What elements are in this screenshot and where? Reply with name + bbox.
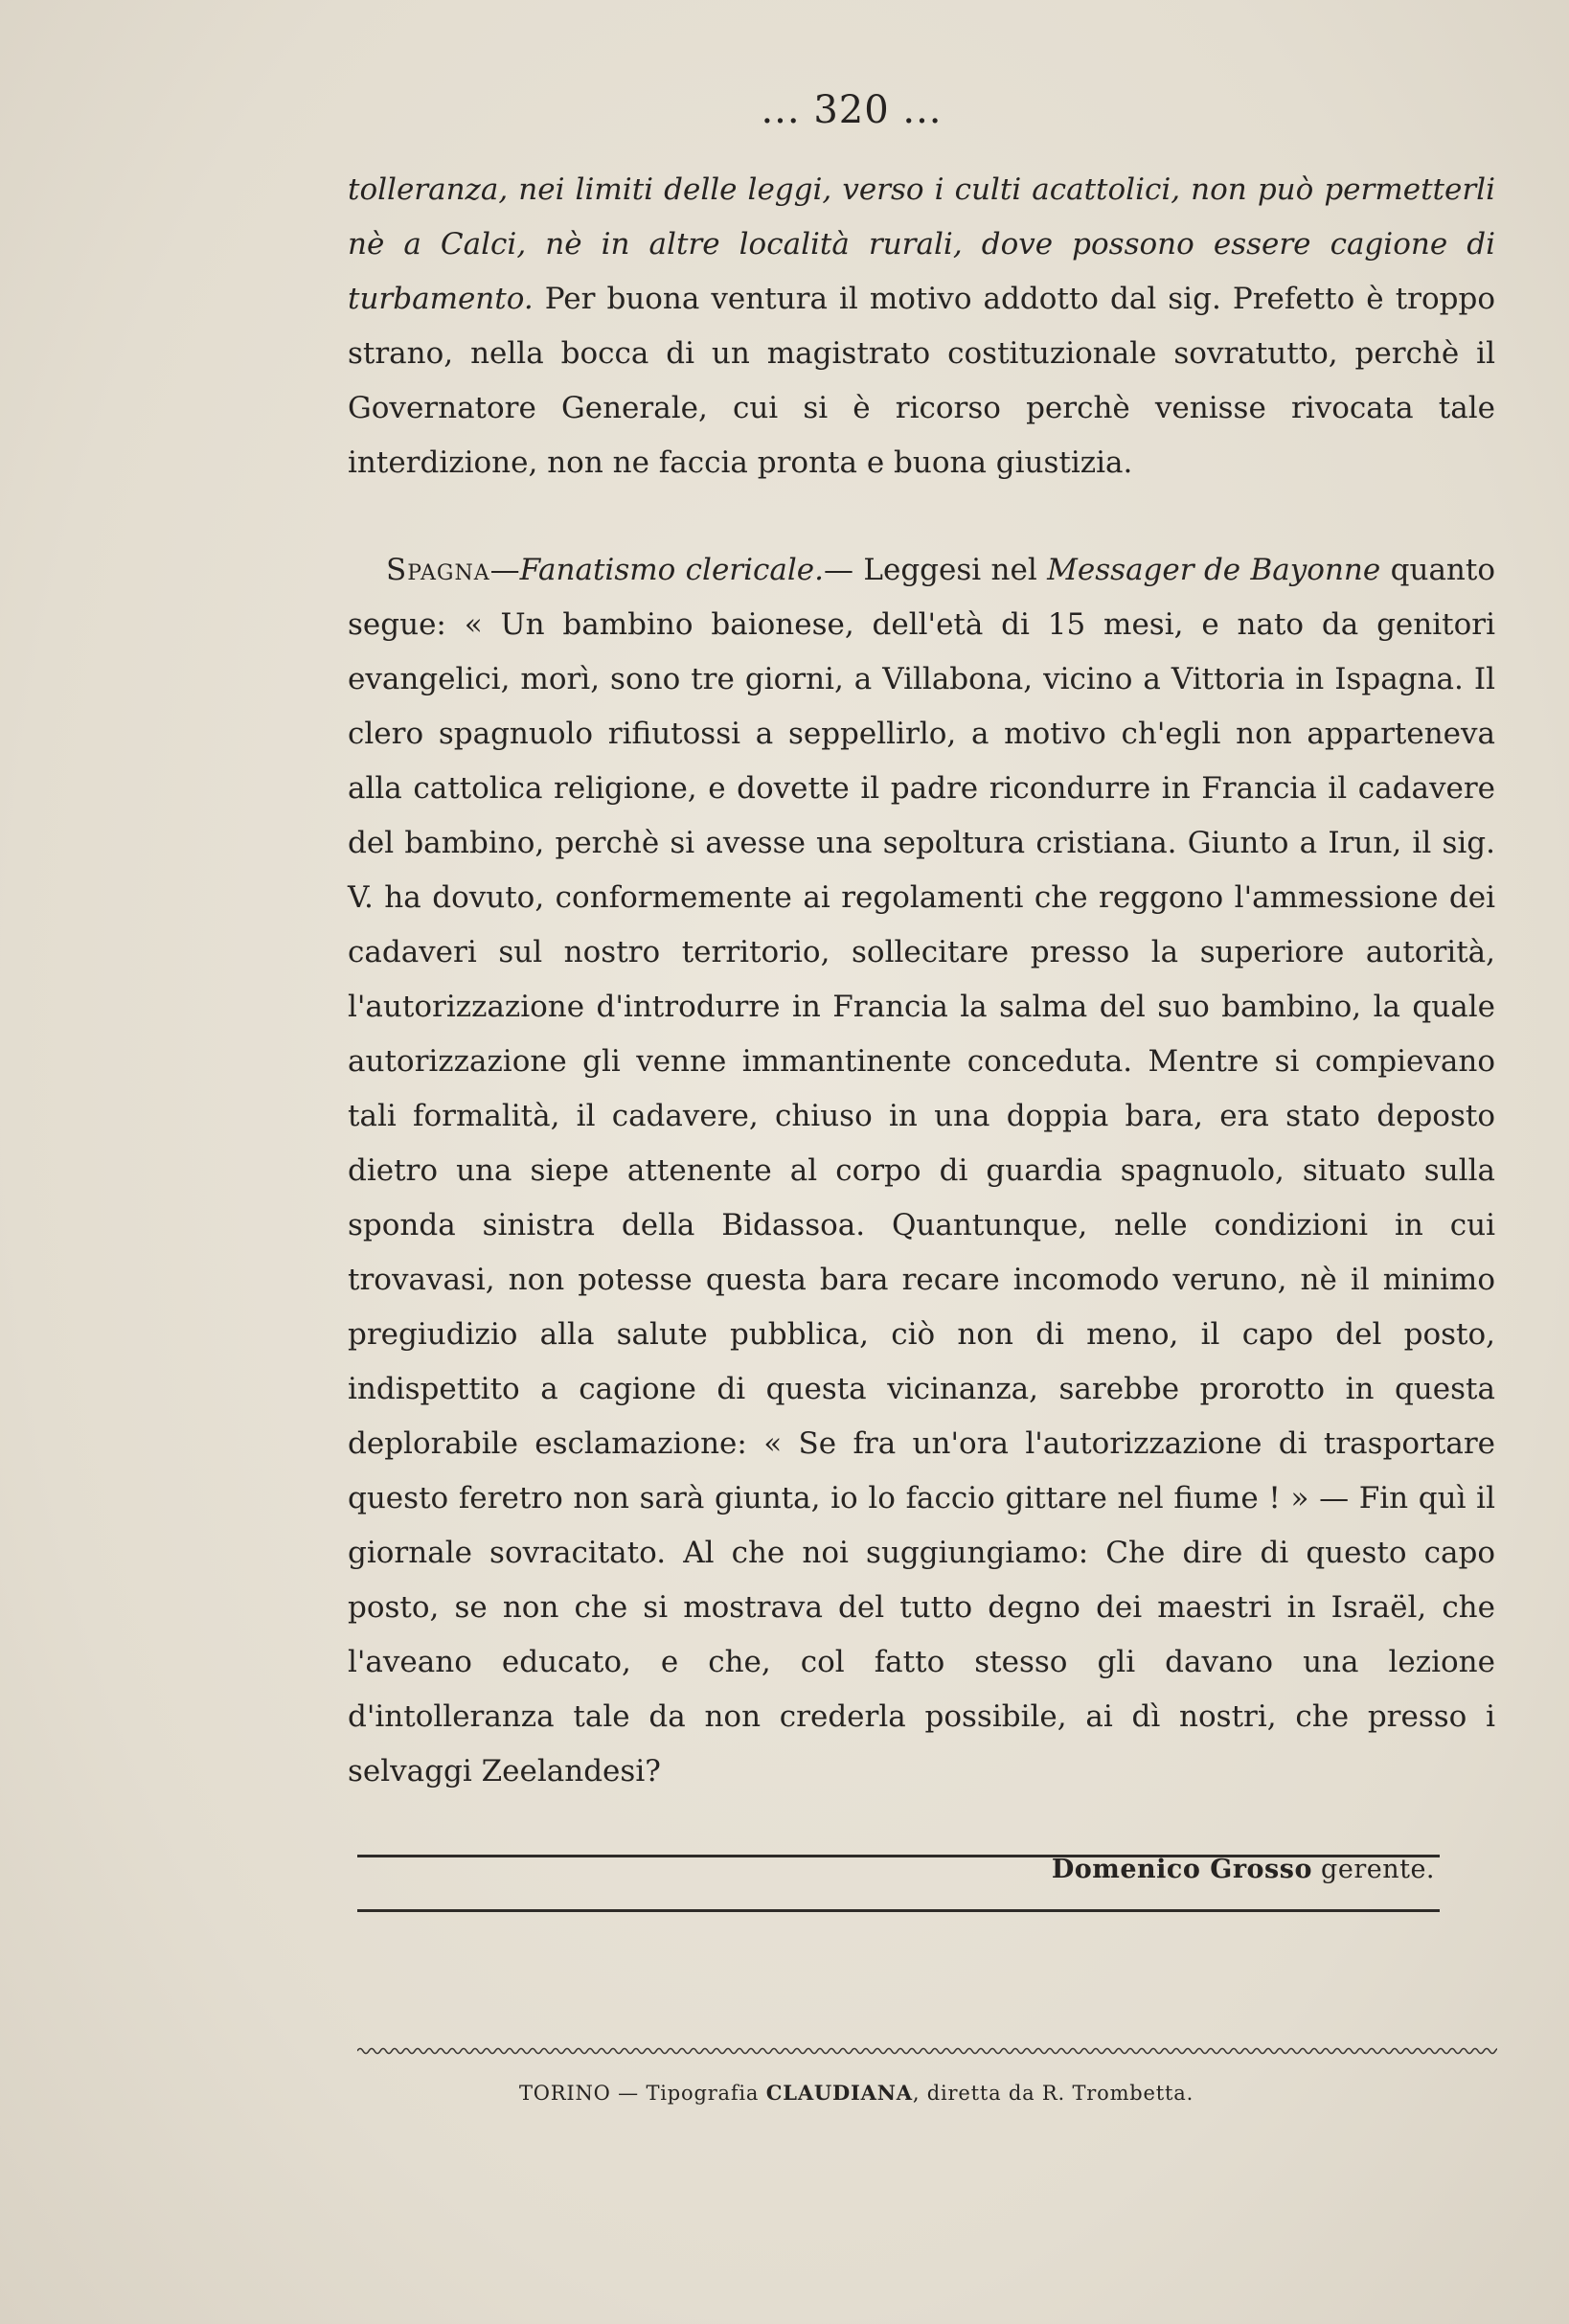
article-country: Spagna	[386, 553, 490, 587]
article-spagna	[348, 543, 1495, 1799]
page-number: ... 320 ...	[761, 88, 943, 132]
article-lead: Leggesi nel	[853, 553, 1048, 587]
printer-sep: — Tipografia	[610, 2082, 766, 2105]
paragraph-continuation	[348, 163, 1495, 490]
printer-imprint	[0, 2081, 1569, 2105]
signature-name: Domenico Grosso	[1051, 1855, 1312, 1884]
signature	[1052, 1855, 1435, 1884]
article-body: quanto segue: « Un bambino baionese, dell'età di 15 mesi, e nato da genitori evangelici, morì, sono tre giorni, a Villabona, vicino a Vittoria in Ispagna. Il clero spagnuolo rifiutossi a seppellirlo, a motivo ch'egli non apparteneva alla cattolica religione, e dovette il padre ricondurre in Francia il cadavere del bambino, perchè si avesse una sepoltura cristiana. Giunto a Irun, il sig. V. ha dovuto, conformemente ai regolamenti che reggono l'ammessione dei cadaveri sul nostro territorio, sollecitare presso la superiore autorità, l'autorizzazione d'introdurre in Francia la salma del suo bambino, la quale autorizzazione gli venne immantinente conceduta. Mentre si compievano tali formalità, il cadavere, chiuso in una doppia bara, era stato deposto dietro una siepe attenente al corpo di guardia spagnuolo, situato sulla sponda sinistra della Bidassoa. Quantunque, nelle condizioni in cui trovavasi, non potesse questa bara recare incomodo veruno, nè il minimo pregiudizio alla salute pubblica, ciò non di meno, il capo del posto, indispettito a cagione di questa vicinanza, sarebbe prorotto in questa deplorabile esclamazione: « Se fra un'ora l'autorizzazione di trasportare questo feretro non sarà giunta, io lo faccio gittare nel fiume ! » — Fin quì il giornale sovracitato. Al che noi suggiungiamo: Che dire di questo capo posto, se non che si mostrava del tutto degno dei maestri in Israël, che l'aveano educato, e che, col fatto stesso gli davano una lezione d'intolleranza tale da non crederla possibile, ai dì nostri, che presso i selvaggi Zeelandesi?	[348, 553, 1496, 1789]
paragraph-body: Per buona ventura il motivo addotto dal sig. Prefetto è troppo strano, nella bocca di un magistrato costituzionale sovratutto, perchè il Governatore Generale, cui si è ricorso perchè venisse rivocata tale interdizione, non ne faccia pronta e buona giustizia.	[348, 282, 1495, 480]
dash: —	[489, 553, 520, 587]
printer-shop: CLAUDIANA	[765, 2081, 913, 2105]
printer-rest: , diretta da R. Trombetta.	[912, 2082, 1194, 2105]
printer-city: TORINO	[518, 2082, 611, 2105]
dash: —	[824, 553, 853, 587]
journal-name: Messager de Bayonne	[1047, 553, 1381, 587]
article-title: Fanatismo clericale.	[519, 553, 824, 587]
paragraph-text	[348, 163, 1495, 490]
ornamental-wave-rule	[357, 2044, 1497, 2058]
article-text	[348, 543, 1495, 1799]
signature-role: gerente.	[1311, 1855, 1435, 1884]
divider-rule	[357, 1909, 1440, 1912]
italic-quote: tolleranza, nei limiti delle leggi, verso i culti acattolici, non può permetterli nè a Calci, nè in altre località rurali, dove possono essere cagione di turbamento.	[348, 172, 1495, 316]
